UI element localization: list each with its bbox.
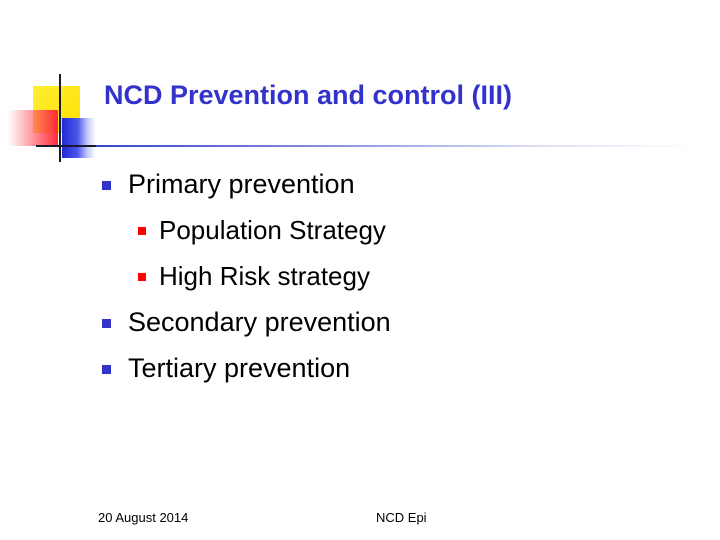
bullet-text: Tertiary prevention xyxy=(128,353,351,383)
bullet-list xyxy=(100,166,391,396)
square-bullet-icon xyxy=(102,319,111,328)
bullet-text: High Risk strategy xyxy=(159,261,370,291)
bullet-text: Population Strategy xyxy=(159,215,386,245)
title-underline-rule xyxy=(96,145,696,147)
bullet-item-tertiary-prevention xyxy=(100,350,391,396)
sub-bullet-item-high-risk-strategy xyxy=(136,258,391,304)
footer-center-text: NCD Epi xyxy=(376,510,427,525)
square-sub-bullet-icon xyxy=(138,273,146,281)
square-sub-bullet-icon xyxy=(138,227,146,235)
bullet-item-secondary-prevention xyxy=(100,304,391,350)
decorative-blue-block xyxy=(62,118,96,158)
square-bullet-icon xyxy=(102,181,111,190)
footer-date: 20 August 2014 xyxy=(98,510,189,525)
decorative-red-block xyxy=(8,110,58,146)
bullet-text: Secondary prevention xyxy=(128,307,391,337)
bullet-item-primary-prevention xyxy=(100,166,391,212)
bullet-text: Primary prevention xyxy=(128,169,355,199)
square-bullet-icon xyxy=(102,365,111,374)
decorative-horizontal-line xyxy=(36,145,96,147)
decorative-vertical-line xyxy=(59,74,61,162)
sub-bullet-item-population-strategy xyxy=(136,212,391,258)
slide-title: NCD Prevention and control (III) xyxy=(104,80,513,110)
